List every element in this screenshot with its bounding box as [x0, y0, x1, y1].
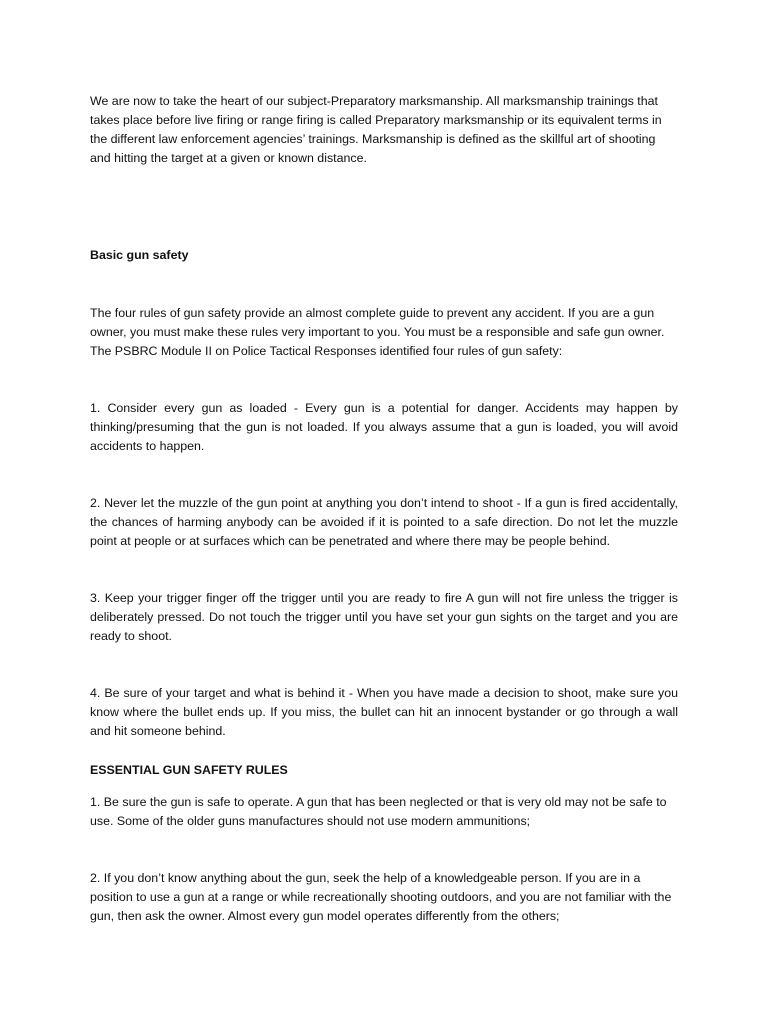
rule-paragraph-1: 1. Consider every gun as loaded - Every gun is a potential for danger. Accidents may happen by thinking/presuming that the gun is not loaded. If you always assume that a gun is loaded, you will avoid accidents to happen. — [90, 401, 678, 453]
intro-paragraph: We are now to take the heart of our subject-Preparatory marksmanship. All marksmanship trainings that takes place before live firing or range firing is called Preparatory marksmanship or its equivalent terms in the different law enforcement agencies’ trainings. Marksmanship is defined as the skillful art of shooting and hitting the target at a given or known distance. — [90, 94, 662, 165]
rule-paragraph-4: 4. Be sure of your target and what is behind it - When you have made a decision to shoot, make sure you know where the bullet ends up. If you miss, the bullet can hit an innocent bystander or go through a wall and hit someone behind. — [90, 686, 678, 738]
essential-rule-paragraph-2: 2. If you don’t know anything about the gun, seek the help of a knowledgeable person. If you are in a position to use a gun at a range or while recreationally shooting outdoors, and you are not familiar with the gun, then ask the owner. Almost every gun model operates differently from the others; — [90, 871, 672, 923]
rule-paragraph-3: 3. Keep your trigger finger off the trigger until you are ready to fire A gun will not fire unless the trigger is deliberately pressed. Do not touch the trigger until you have set your gun sights on the target and you are ready to shoot. — [90, 591, 678, 643]
section-heading-basic-gun-safety: Basic gun safety — [90, 248, 189, 262]
document-page — [90, 92, 678, 926]
essential-rule-paragraph-1: 1. Be sure the gun is safe to operate. A gun that has been neglected or that is very old may not be safe to use. Some of the older guns manufactures should not use modern ammunitions; — [90, 795, 667, 828]
section-heading-essential-rules: ESSENTIAL GUN SAFETY RULES — [90, 763, 288, 777]
section-intro-paragraph: The four rules of gun safety provide an almost complete guide to prevent any accident. If you are a gun owner, you must make these rules very important to you. You must be a responsible and safe gun owner. The PSBRC Module II on Police Tactical Responses identified four rules of gun safety: — [90, 306, 665, 358]
rule-paragraph-2: 2. Never let the muzzle of the gun point at anything you don’t intend to shoot - If a gun is fired accidentally, the chances of harming anybody can be avoided if it is pointed to a safe direction. Do not let the muzzle point at people or at surfaces which can be penetrated and where there may be people behind. — [90, 496, 678, 548]
